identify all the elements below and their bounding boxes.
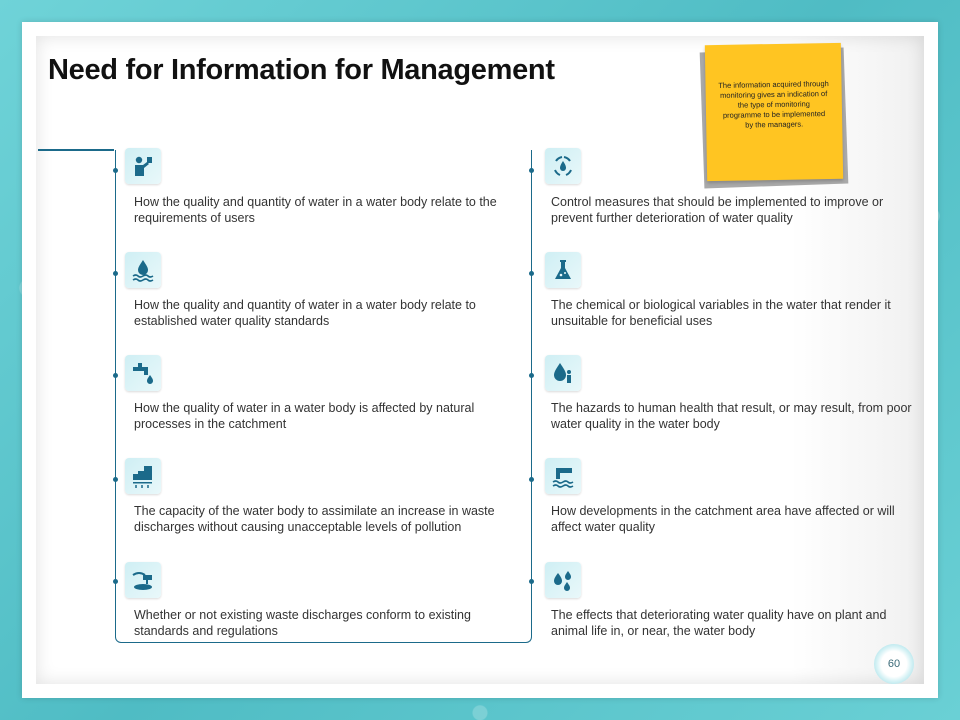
timeline-dot [529, 373, 534, 378]
person-drinking-icon [125, 148, 161, 184]
lab-flask-icon [545, 252, 581, 288]
timeline-dot [529, 168, 534, 173]
drop-person-icon [545, 355, 581, 391]
timeline-top-line [38, 149, 114, 151]
city-waste-icon [125, 458, 161, 494]
waste-pipe-icon [125, 562, 161, 598]
faucet-drop-icon [125, 355, 161, 391]
page-number: 60 [874, 644, 914, 684]
water-drop-waves-icon [125, 252, 161, 288]
water-cycle-drop-icon [545, 148, 581, 184]
list-item: How developments in the catchment area have affected or will affect water quality [551, 504, 895, 534]
timeline-dot [113, 271, 118, 276]
list-item: Whether or not existing waste discharges conform to existing standards and regulations [134, 608, 471, 638]
water-drops-icon [545, 562, 581, 598]
sticky-note-text: The information acquired through monitoring gives an indication of the type of monitoring programme to be implemented by the managers. [718, 79, 829, 130]
list-item: The hazards to human health that result, or may result, from poor water quality in the water body [551, 401, 912, 431]
timeline-dot [113, 477, 118, 482]
timeline-dot [529, 579, 534, 584]
timeline-dot [529, 271, 534, 276]
list-item: The chemical or biological variables in the water that render it unsuitable for beneficial uses [551, 298, 891, 328]
timeline-dot [529, 477, 534, 482]
list-item: The effects that deteriorating water quality have on plant and animal life in, or near, the water body [551, 608, 887, 638]
timeline-dot [113, 373, 118, 378]
list-item: The capacity of the water body to assimilate an increase in waste discharges without causing unacceptable levels of pollution [134, 504, 495, 534]
list-item: How the quality and quantity of water in a water body relate to established water quality standards [134, 298, 476, 328]
sticky-note-paper [705, 43, 843, 181]
timeline-dot [113, 168, 118, 173]
slide-title: Need for Information for Management [48, 54, 555, 86]
timeline-dot [113, 579, 118, 584]
list-item: How the quality and quantity of water in a water body relate to the requirements of users [134, 195, 497, 225]
outflow-pipe-icon [545, 458, 581, 494]
sticky-note [700, 44, 846, 188]
list-item: Control measures that should be implemented to improve or prevent further deterioration of water quality [551, 195, 884, 225]
list-item: How the quality of water in a water body is affected by natural processes in the catchment [134, 401, 475, 431]
